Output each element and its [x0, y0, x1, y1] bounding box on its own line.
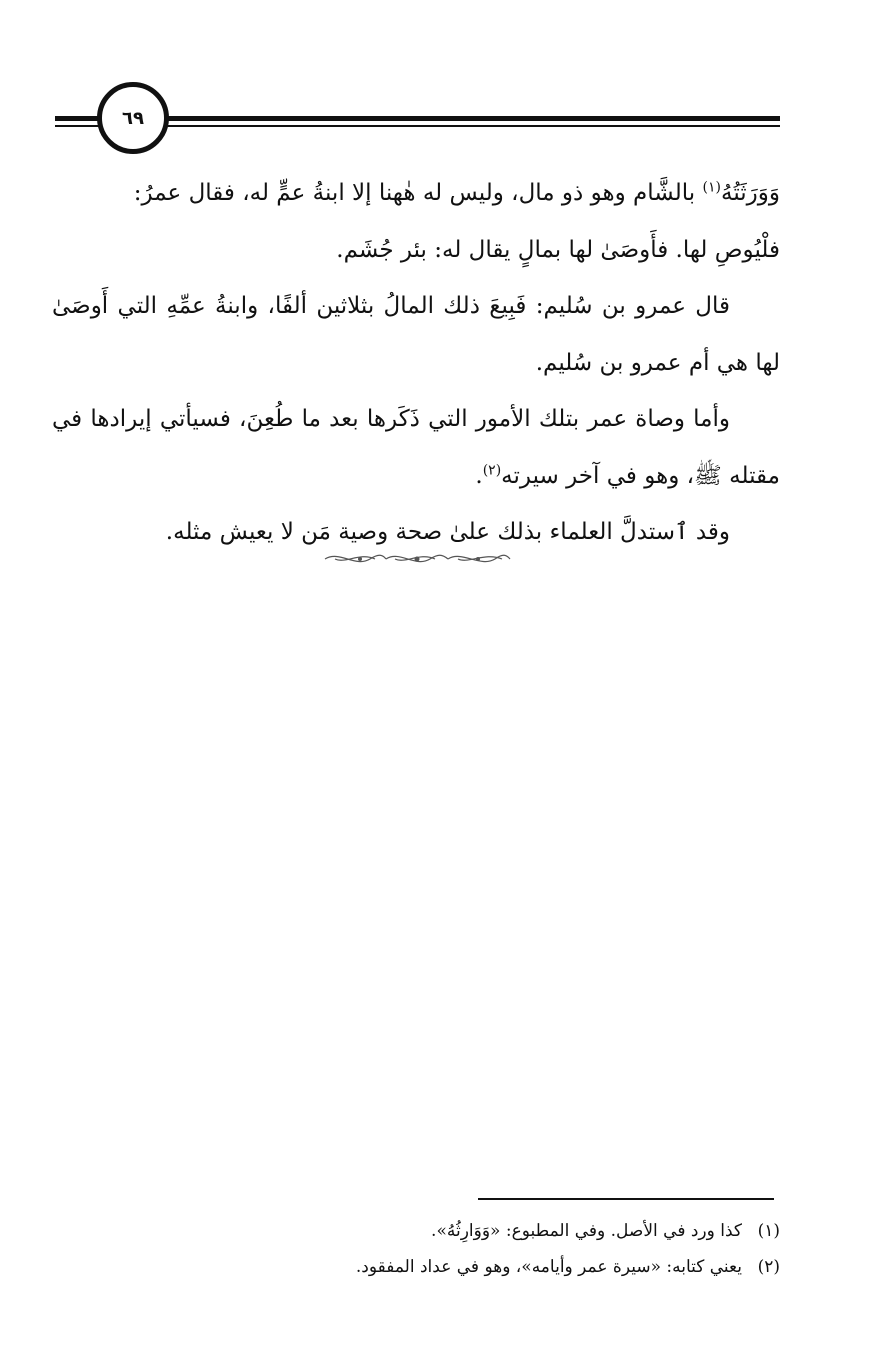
page-number-badge — [97, 82, 169, 154]
floral-divider-icon — [320, 548, 515, 570]
paragraph-1-start: وَوَرَثَتُهُ — [721, 180, 780, 206]
paragraph-4 — [52, 391, 780, 504]
paragraph-4-honorific: ﷺ، وهو في آخر سيرته — [501, 462, 730, 489]
paragraph-3: قال عمرو بن سُليم: فَبِيعَ ذلك المالُ بثلاثين ألفًا، وابنةُ عمِّهِ التي أَوصَىٰ لها هي أم عمرو بن سُليم. — [52, 293, 780, 376]
footnote-ref-1: (١) — [702, 179, 721, 196]
paragraph-2: فلْيُوصِ لها. فأَوصَىٰ لها بمالٍ يقال له: بئر جُشَم. — [336, 236, 780, 263]
paragraph-4-text: وأما وصاة عمر بتلك الأمور التي ذَكَرها بعد ما طُعِنَ، فسيأتي إيرادها في مقتله — [52, 406, 780, 489]
footnote-1-text: كذا ورد في الأصل. وفي المطبوع: «وَوَارِثُهُ». — [431, 1221, 742, 1241]
main-text — [52, 165, 780, 561]
footnote-1-number: (١) — [757, 1221, 780, 1241]
paragraph-5: وقد ٱستدلَّ العلماء بذلك علىٰ صحة وصية مَن لا يعيش مثله. — [165, 519, 730, 545]
footnotes — [150, 1213, 780, 1285]
page-number: ٦٩ — [122, 107, 144, 129]
footnote-ref-2: (٢) — [482, 461, 502, 478]
page-header — [55, 82, 780, 152]
footnote-separator — [478, 1198, 774, 1200]
footnote-2 — [150, 1249, 780, 1285]
paragraph-4-end: . — [475, 462, 483, 489]
footnote-2-text: يعني كتابه: «سيرة عمر وأيامه»، وهو في عداد المفقود. — [355, 1257, 742, 1277]
paragraph-1-rest: بالشَّام وهو ذو مال، وليس له هٰهنا إلا ابنةُ عمٍّ له، فقال عمرُ: — [133, 180, 703, 206]
footnote-1 — [150, 1213, 780, 1249]
footnote-2-number: (٢) — [757, 1257, 780, 1277]
paragraph-1 — [52, 165, 780, 222]
